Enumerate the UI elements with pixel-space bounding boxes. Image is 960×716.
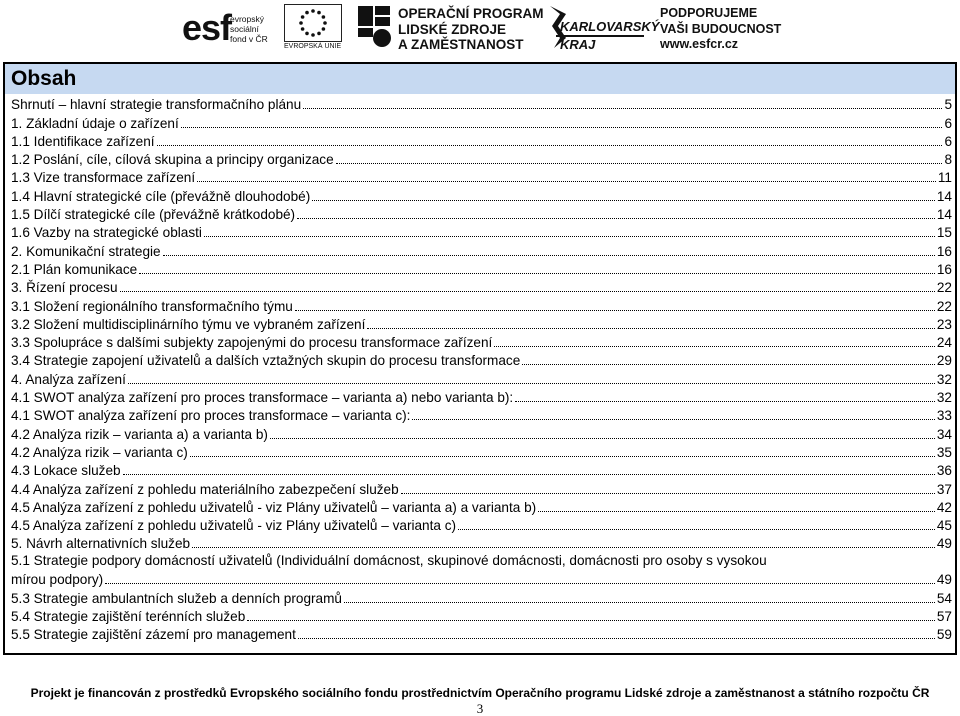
toc-entry-text: 1.4 Hlavní strategické cíle (převážně dlouhodobé) (11, 188, 311, 204)
esf-caption-line: fond v ČR (230, 34, 268, 44)
pod-line: PODPORUJEME (660, 6, 758, 20)
toc-dot-leader (197, 181, 936, 182)
toc-page-number: 59 (936, 627, 952, 643)
toc-entry[interactable] (11, 388, 952, 406)
toc-dot-leader (336, 163, 943, 164)
toc-entry[interactable] (11, 516, 952, 534)
toc-entry-text: 4.2 Analýza rizik – varianta a) a varianta b) (11, 426, 268, 442)
toc-entry-text: 1.3 Vize transformace zařízení (11, 170, 196, 186)
toc-dot-leader (128, 383, 935, 384)
toc-entry-text: 3.1 Složení regionálního transformačního týmu (11, 298, 293, 314)
toc-entry[interactable] (11, 625, 952, 643)
toc-entry-text: 1. Základní údaje o zařízení (11, 115, 179, 131)
toc-dot-leader (401, 493, 935, 494)
toc-page-number: 33 (936, 408, 952, 424)
kv-line: KARLOVARSKÝ (560, 19, 660, 34)
op-line: A ZAMĚSTNANOST (398, 37, 524, 52)
toc-entry-text: 5.3 Strategie ambulantních služeb a denních programů (11, 590, 342, 606)
toc-entry-text: Shrnutí – hlavní strategie transformačního plánu (11, 97, 302, 113)
toc-dot-leader (181, 127, 943, 128)
toc-entry[interactable] (11, 241, 952, 259)
toc-dot-leader (538, 511, 935, 512)
toc-title: Obsah (5, 64, 955, 94)
toc-page-number: 22 (936, 298, 952, 314)
toc-page-number: 16 (936, 261, 952, 277)
op-lzz-logo-text (398, 6, 544, 53)
op-lzz-mark-icon (356, 4, 392, 50)
toc-dot-leader (157, 145, 943, 146)
toc-entry[interactable] (11, 607, 952, 625)
esf-url: www.esfcr.cz (660, 37, 739, 51)
toc-dot-leader (458, 529, 935, 530)
toc-entry-text: 1.5 Dílčí strategické cíle (převážně krátkodobé) (11, 207, 296, 223)
toc-entry[interactable] (11, 168, 952, 186)
toc-entry-text: mírou podpory) (11, 572, 104, 588)
toc-entry[interactable] (11, 113, 952, 131)
toc-entry[interactable] (11, 315, 952, 333)
toc-entry-text: 3.2 Složení multidisciplinárního týmu ve vybraném zařízení (11, 316, 366, 332)
toc-dot-leader (270, 438, 935, 439)
toc-dot-leader (105, 583, 935, 584)
toc-entry[interactable] (11, 223, 952, 241)
toc-entry[interactable] (11, 333, 952, 351)
toc-page-number: 22 (936, 280, 952, 296)
toc-page-number: 24 (936, 335, 952, 351)
table-of-contents (3, 62, 957, 655)
toc-page-number: 34 (936, 426, 952, 442)
divider (556, 35, 644, 37)
toc-entry[interactable] (11, 424, 952, 442)
toc-list (11, 95, 952, 643)
toc-entry[interactable] (11, 588, 952, 606)
toc-page-number: 36 (936, 463, 952, 479)
toc-entry-text: 5.5 Strategie zajištění zázemí pro management (11, 627, 296, 643)
op-line: LIDSKÉ ZDROJE (398, 21, 507, 37)
toc-entry[interactable] (11, 369, 952, 387)
toc-dot-leader (163, 255, 935, 256)
esf-logo: esf (182, 7, 232, 48)
esf-logo-caption (230, 14, 268, 44)
toc-entry[interactable] (11, 498, 952, 516)
esf-caption-line: sociální (230, 24, 259, 34)
toc-dot-leader (303, 108, 942, 109)
kv-line: KRAJ (560, 37, 596, 52)
pod-line: VAŠI BUDOUCNOST (660, 21, 782, 36)
toc-page-number: 54 (936, 590, 952, 606)
toc-page-number: 5 (944, 97, 952, 113)
toc-entry-text: 4.5 Analýza zařízení z pohledu uživatelů - viz Plány uživatelů – varianta a) a varianta b) (11, 499, 537, 515)
toc-entry-text: 3.4 Strategie zapojení uživatelů a dalších vztažných skupin do procesu transformace (11, 353, 521, 369)
toc-page-number: 35 (936, 444, 952, 460)
toc-entry[interactable] (11, 278, 952, 296)
toc-dot-leader (204, 236, 935, 237)
toc-page-number: 49 (936, 536, 952, 552)
toc-entry-text: 1.2 Poslání, cíle, cílová skupina a principy organizace (11, 152, 334, 168)
toc-dot-leader (344, 602, 935, 603)
toc-page-number: 57 (936, 609, 952, 625)
logo-strip (0, 0, 960, 58)
funding-footer: Projekt je financován z prostředků Evropského sociálního fondu prostřednictvím Operačního programu Lidské zdroje a zaměstnanost a státního rozpočtu ČR (30, 686, 930, 700)
toc-entry-text: 3. Řízení procesu (11, 280, 118, 296)
toc-dot-leader (123, 474, 935, 475)
toc-dot-leader (298, 638, 935, 639)
toc-page-number: 32 (936, 390, 952, 406)
toc-entry-text: 4.5 Analýza zařízení z pohledu uživatelů - viz Plány uživatelů – varianta c) (11, 518, 457, 534)
toc-page-number: 32 (936, 371, 952, 387)
podporujeme-logo-text (660, 6, 781, 53)
toc-page-number: 14 (936, 207, 952, 223)
toc-entry-text: 2. Komunikační strategie (11, 243, 161, 259)
toc-dot-leader (190, 456, 935, 457)
toc-page-number: 42 (936, 499, 952, 515)
toc-entry[interactable] (11, 534, 952, 552)
toc-entry-text: 4.2 Analýza rizik – varianta c) (11, 444, 188, 460)
toc-entry-text: 4.1 SWOT analýza zařízení pro proces transformace – varianta c): (11, 408, 411, 424)
toc-page-number: 15 (936, 225, 952, 241)
toc-entry-text: 5.1 Strategie podpory domácností uživatelů (Individuální domácnost, skupinové domácnosti, domácnosti pro osoby s vysokou (11, 553, 767, 569)
toc-page-number: 6 (944, 115, 952, 131)
toc-entry[interactable] (11, 205, 952, 223)
toc-page-number: 16 (936, 243, 952, 259)
toc-dot-leader (367, 328, 935, 329)
toc-entry-text: 4.3 Lokace služeb (11, 463, 121, 479)
toc-dot-leader (494, 346, 935, 347)
eu-caption: EVROPSKÁ UNIE (284, 43, 342, 50)
toc-entry[interactable] (11, 479, 952, 497)
toc-dot-leader (412, 419, 934, 420)
toc-entry-text: 1.1 Identifikace zařízení (11, 133, 155, 149)
toc-entry[interactable] (11, 461, 952, 479)
op-line: OPERAČNÍ PROGRAM (398, 6, 544, 21)
toc-entry[interactable] (11, 552, 952, 588)
toc-entry[interactable] (11, 150, 952, 168)
esf-caption-line: evropský (230, 14, 265, 24)
page-number: 3 (476, 701, 484, 716)
toc-page-number: 29 (936, 353, 952, 369)
toc-entry-text: 5.4 Strategie zajištění terénních služeb (11, 609, 246, 625)
toc-dot-leader (139, 273, 935, 274)
toc-page-number: 23 (936, 316, 952, 332)
toc-dot-leader (312, 200, 935, 201)
toc-page-number: 8 (944, 152, 952, 168)
toc-page-number: 49 (936, 572, 952, 588)
toc-dot-leader (522, 364, 935, 365)
toc-page-number: 45 (936, 518, 952, 534)
toc-page-number: 6 (944, 133, 952, 149)
toc-entry-text: 3.3 Spolupráce s dalšími subjekty zapojenými do procesu transformace zařízení (11, 335, 493, 351)
toc-entry[interactable] (11, 296, 952, 314)
toc-entry-text: 4. Analýza zařízení (11, 371, 126, 387)
toc-entry[interactable] (11, 260, 952, 278)
toc-dot-leader (247, 620, 935, 621)
toc-entry[interactable] (11, 443, 952, 461)
toc-entry[interactable] (11, 95, 952, 113)
toc-dot-leader (192, 547, 935, 548)
toc-entry-text: 1.6 Vazby na strategické oblasti (11, 225, 202, 241)
toc-entry[interactable] (11, 132, 952, 150)
toc-page-number: 14 (936, 188, 952, 204)
toc-dot-leader (297, 218, 935, 219)
toc-dot-leader (120, 291, 935, 292)
toc-entry-text: 5. Návrh alternativních služeb (11, 536, 191, 552)
toc-page-number: 11 (937, 170, 952, 186)
eu-flag-icon (284, 4, 342, 42)
toc-entry[interactable] (11, 186, 952, 204)
toc-dot-leader (515, 401, 935, 402)
toc-entry-text: 4.4 Analýza zařízení z pohledu materiálního zabezpečení služeb (11, 481, 399, 497)
toc-entry-text: 4.1 SWOT analýza zařízení pro proces transformace – varianta a) nebo varianta b): (11, 390, 514, 406)
toc-page-number: 37 (936, 481, 952, 497)
toc-entry[interactable] (11, 406, 952, 424)
toc-entry[interactable] (11, 351, 952, 369)
toc-dot-leader (295, 310, 935, 311)
toc-entry-text: 2.1 Plán komunikace (11, 261, 138, 277)
